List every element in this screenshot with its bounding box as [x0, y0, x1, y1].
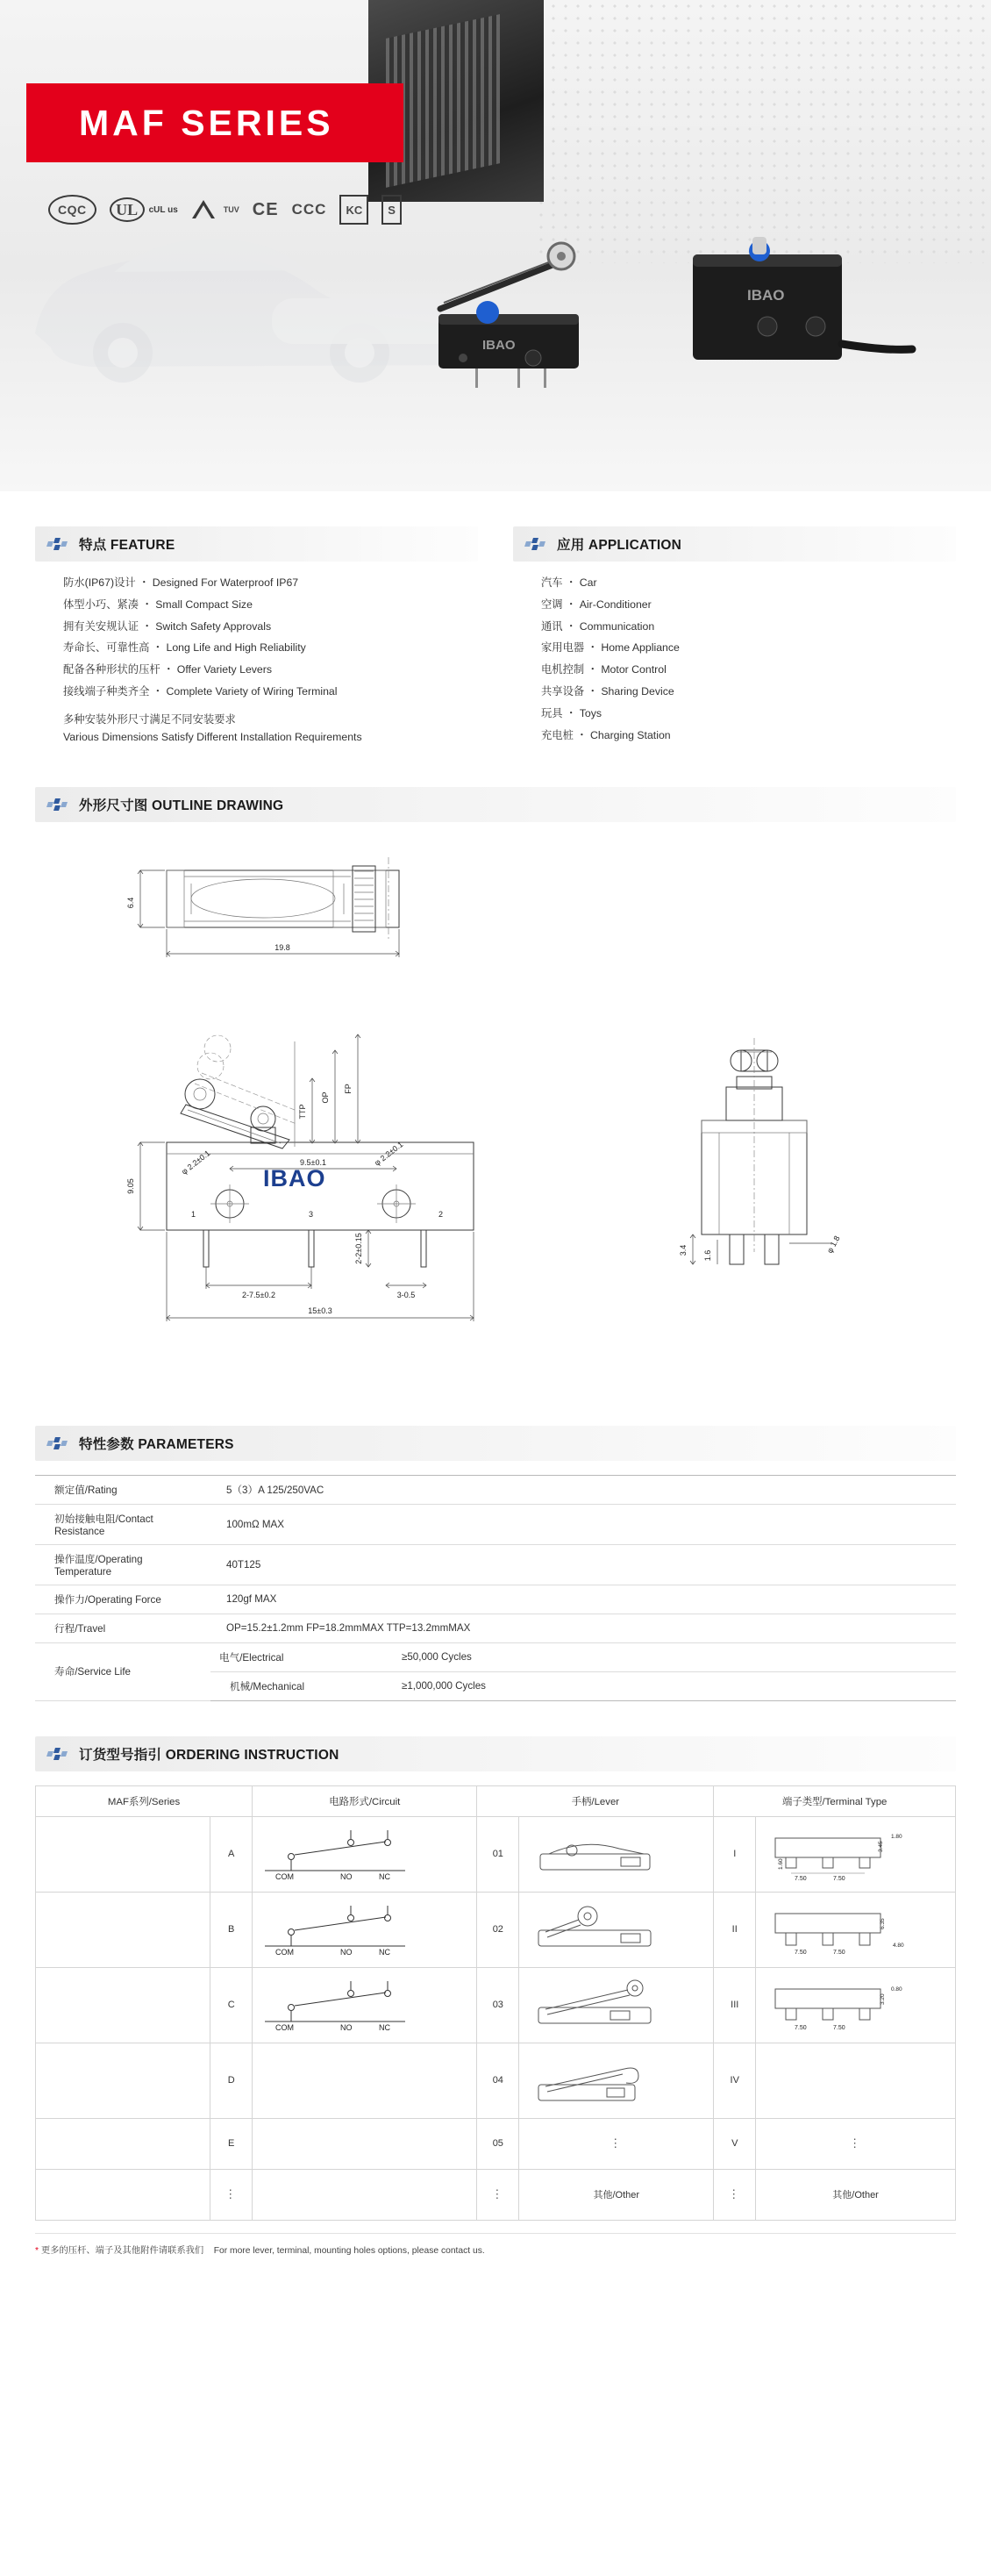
table-row: [35, 1544, 956, 1585]
feature-item: 体型小巧、紧凑 ・ Small Compact Size: [63, 597, 253, 611]
svg-text:NO: NO: [340, 1872, 353, 1882]
ordering-section-header: [35, 1736, 956, 1771]
product-image-plain-switch: [675, 219, 921, 404]
s-cert-icon: S: [381, 195, 402, 225]
feature-item: 配备各种形状的压杆 ・ Offer Variety Levers: [63, 663, 273, 676]
application-item: 玩具 ・ Toys: [541, 706, 602, 719]
svg-text:0.80: 0.80: [891, 1986, 902, 1993]
lever-code: 05: [477, 2118, 519, 2169]
ordering-heading-en: ORDERING INSTRUCTION: [165, 1747, 339, 1763]
ordering-heading-cn: 订货型号指引: [79, 1747, 162, 1763]
feature-item: 寿命长、可靠性高 ・ Long Life and High Reliability: [63, 641, 306, 655]
feature-item: 拥有关安规认证 ・ Switch Safety Approvals: [63, 619, 272, 633]
footnote: [35, 2233, 956, 2256]
svg-text:TTP: TTP: [298, 1104, 307, 1120]
svg-text:2-7.5±0.2: 2-7.5±0.2: [242, 1290, 275, 1299]
svg-text:NC: NC: [379, 2023, 391, 2033]
svg-text:IBAO: IBAO: [482, 338, 516, 353]
service-life-sub: 电气/Electrical: [210, 1642, 386, 1671]
svg-text:9.5±0.1: 9.5±0.1: [300, 1157, 326, 1167]
service-life-label: 寿命/Service Life: [35, 1642, 210, 1700]
lever-code: 03: [477, 1967, 519, 2043]
ordering-table: [35, 1785, 956, 2221]
page-title: MAF SERIES: [79, 102, 334, 143]
svg-text:7.50: 7.50: [833, 1876, 845, 1883]
param-value: 5（3）A 125/250VAC: [210, 1475, 956, 1504]
circuit-code: E: [210, 2118, 253, 2169]
ccc-cert-icon: CCC: [291, 201, 327, 218]
svg-text:6.4: 6.4: [126, 897, 135, 908]
terminal-code: IV: [714, 2043, 756, 2118]
svg-text:1.80: 1.80: [891, 1834, 902, 1841]
svg-text:7.50: 7.50: [795, 1876, 807, 1883]
application-item: 电机控制 ・ Motor Control: [541, 663, 667, 676]
ce-cert-icon: CE: [252, 199, 279, 219]
application-section-header: [513, 526, 956, 562]
svg-text:3.45: 3.45: [878, 1841, 885, 1853]
service-life-sub: 机械/Mechanical: [210, 1671, 386, 1700]
application-heading-cn: 应用: [557, 538, 585, 553]
svg-text:3.4: 3.4: [679, 1244, 688, 1256]
svg-text:NC: NC: [379, 1948, 391, 1957]
kc-cert-icon: KC: [339, 195, 368, 225]
product-image-roller-lever-switch: [421, 211, 614, 404]
svg-text:OP: OP: [321, 1091, 330, 1104]
feature-note-cn: 多种安装外形尺寸满足不同安装要求: [63, 712, 236, 726]
circuit-blank-cell: [253, 2118, 477, 2169]
param-label: 初始接触电阻/Contact Resistance: [35, 1504, 210, 1544]
ordering-table-wrap: [35, 1785, 956, 2221]
param-value: OP=15.2±1.2mm FP=18.2mmMAX TTP=13.2mmMAX: [210, 1614, 956, 1642]
application-item: 通讯 ・ Communication: [541, 619, 655, 633]
terminal-code: V: [714, 2118, 756, 2169]
parameters-heading-cn: 特性参数: [79, 1436, 134, 1452]
parameters-section-header: [35, 1426, 956, 1461]
svg-text:COM: COM: [275, 1872, 295, 1882]
service-life-value: ≥50,000 Cycles: [386, 1642, 956, 1671]
svg-text:1.6: 1.6: [703, 1249, 712, 1261]
footnote-star: *: [35, 2245, 39, 2256]
circuit-diagram-spdt: [253, 1816, 477, 1892]
svg-text:COM: COM: [275, 1948, 295, 1957]
table-row: [35, 1475, 956, 1504]
section-marker-icon: [525, 538, 548, 550]
svg-text:NO: NO: [340, 1948, 353, 1957]
parameters-heading-en: PARAMETERS: [138, 1436, 234, 1452]
parameters-table: [35, 1475, 956, 1701]
param-label: 行程/Travel: [35, 1614, 210, 1642]
tuv-cert-label: TUV: [223, 205, 239, 214]
svg-text:6.35: 6.35: [880, 1918, 887, 1930]
svg-text:FP: FP: [344, 1083, 353, 1094]
tuv-triangle-icon: [191, 200, 216, 219]
feature-section-header: [35, 526, 478, 562]
svg-text:9.05: 9.05: [126, 1177, 135, 1194]
table-row: [35, 1504, 956, 1544]
table-row: [36, 2043, 956, 2118]
circuit-code: C: [210, 1967, 253, 2043]
table-row: [35, 1585, 956, 1614]
application-column: [496, 526, 991, 752]
param-value: 100mΩ MAX: [210, 1504, 956, 1544]
table-row: [35, 1642, 956, 1671]
series-blank-cell: [36, 2169, 210, 2220]
outline-drawing-svg: [0, 831, 991, 1410]
feature-note-en: Various Dimensions Satisfy Different Installation Requirements: [63, 730, 362, 743]
terminal-code: I: [714, 1816, 756, 1892]
terminal-more-indicator: ⋮: [756, 2118, 956, 2169]
circuit-blank-cell: [253, 2043, 477, 2118]
svg-text:IBAO: IBAO: [747, 287, 785, 304]
feature-heading-en: FEATURE: [110, 538, 175, 553]
svg-text:3: 3: [309, 1209, 314, 1219]
feature-heading-cn: 特点: [79, 538, 107, 553]
lever-image-hook: [519, 2043, 714, 2118]
application-heading-en: APPLICATION: [588, 538, 682, 553]
circuit-more-indicator: ⋮: [210, 2169, 253, 2220]
svg-text:NC: NC: [379, 1872, 391, 1882]
terminal-image-type-1: [756, 1816, 956, 1892]
svg-text:NO: NO: [340, 2023, 353, 2033]
svg-text:7.50: 7.50: [833, 2025, 845, 2032]
terminal-image-type-2: [756, 1892, 956, 1967]
column-header-circuit: 电路形式/Circuit: [253, 1785, 477, 1816]
terminal-blank-cell: [756, 2043, 956, 2118]
circuit-code: D: [210, 2043, 253, 2118]
series-blank-cell: [36, 1892, 210, 1967]
svg-text:7.50: 7.50: [795, 1950, 807, 1957]
svg-text:φ 1.8: φ 1.8: [824, 1234, 842, 1255]
svg-text:3.20: 3.20: [880, 1993, 887, 2006]
circuit-blank-cell: [253, 2169, 477, 2220]
circuit-diagram-spdt: [253, 1967, 477, 2043]
lever-other-label: 其他/Other: [519, 2169, 714, 2220]
service-life-value: ≥1,000,000 Cycles: [386, 1671, 956, 1700]
lever-code: 01: [477, 1816, 519, 1892]
table-row: [35, 1614, 956, 1642]
svg-text:15±0.3: 15±0.3: [308, 1306, 332, 1315]
svg-text:4.80: 4.80: [893, 1943, 904, 1950]
lever-image-simple: [519, 1816, 714, 1892]
ul-cert-icon: UL: [110, 197, 145, 222]
circuit-code: B: [210, 1892, 253, 1967]
svg-text:φ 2.2±0.1: φ 2.2±0.1: [373, 1139, 405, 1168]
feature-list: [0, 562, 496, 746]
table-header-row: [36, 1785, 956, 1816]
terminal-other-label: 其他/Other: [756, 2169, 956, 2220]
table-row: [36, 2118, 956, 2169]
param-value: 40T125: [210, 1544, 956, 1585]
svg-text:7.50: 7.50: [795, 2025, 807, 2032]
param-label: 额定值/Rating: [35, 1475, 210, 1504]
table-row: [36, 2169, 956, 2220]
application-item: 家用电器 ・ Home Appliance: [541, 641, 680, 655]
lever-more-indicator: ⋮: [519, 2118, 714, 2169]
lever-more-code: ⋮: [477, 2169, 519, 2220]
column-header-terminal: 端子类型/Terminal Type: [714, 1785, 956, 1816]
feature-item: 接线端子种类齐全 ・ Complete Variety of Wiring Terminal: [63, 685, 338, 698]
column-header-lever: 手柄/Lever: [477, 1785, 714, 1816]
column-header-series: MAF系列/Series: [36, 1785, 253, 1816]
svg-text:1.60: 1.60: [778, 1858, 785, 1871]
svg-text:19.8: 19.8: [274, 942, 290, 952]
feature-item: 防水(IP67)设计 ・ Designed For Waterproof IP67: [63, 576, 299, 589]
application-item: 汽车 ・ Car: [541, 576, 597, 589]
circuit-code: A: [210, 1816, 253, 1892]
terminal-code: III: [714, 1967, 756, 2043]
lever-code: 02: [477, 1892, 519, 1967]
certification-logos: [48, 195, 402, 225]
outline-section-header: [35, 787, 956, 822]
svg-text:2: 2: [438, 1209, 444, 1219]
terminal-code: II: [714, 1892, 756, 1967]
application-item: 共享设备 ・ Sharing Device: [541, 685, 674, 698]
hero-banner: [0, 0, 991, 491]
svg-text:1: 1: [191, 1209, 196, 1219]
section-marker-icon: [47, 538, 70, 550]
parameters-table-wrap: [35, 1475, 956, 1701]
svg-text:3-0.5: 3-0.5: [396, 1290, 416, 1299]
table-row: [36, 1892, 956, 1967]
section-marker-icon: [47, 1437, 70, 1449]
feature-application-section: [0, 526, 991, 752]
table-row: [36, 1816, 956, 1892]
param-value: 120gf MAX: [210, 1585, 956, 1614]
svg-text:COM: COM: [275, 2023, 295, 2033]
svg-text:2-2±0.15: 2-2±0.15: [354, 1232, 363, 1264]
feature-column: [0, 526, 496, 752]
lever-image-long-roller: [519, 1967, 714, 2043]
svg-text:7.50: 7.50: [833, 1950, 845, 1957]
outline-heading-en: OUTLINE DRAWING: [152, 798, 284, 813]
series-blank-cell: [36, 1816, 210, 1892]
outline-drawing: [0, 822, 991, 1410]
lever-code: 04: [477, 2043, 519, 2118]
svg-text:IBAO: IBAO: [263, 1164, 326, 1191]
cqc-cert-icon: CQC: [48, 195, 96, 225]
series-blank-cell: [36, 2118, 210, 2169]
application-list: [496, 562, 991, 744]
section-marker-icon: [47, 798, 70, 811]
table-row: [36, 1967, 956, 2043]
footnote-cn: 更多的压杆、端子及其他附件请联系我们: [40, 2245, 204, 2256]
svg-text:φ 2.2±0.1: φ 2.2±0.1: [180, 1148, 212, 1177]
application-item: 充电桩 ・ Charging Station: [541, 728, 671, 741]
section-marker-icon: [47, 1748, 70, 1760]
param-label: 操作力/Operating Force: [35, 1585, 210, 1614]
series-blank-cell: [36, 1967, 210, 2043]
series-title-band: [26, 83, 403, 162]
cul-us-cert-label: cUL us: [148, 204, 178, 215]
terminal-image-type-3: [756, 1967, 956, 2043]
lever-image-roller: [519, 1892, 714, 1967]
terminal-more-code: ⋮: [714, 2169, 756, 2220]
application-item: 空调 ・ Air-Conditioner: [541, 597, 652, 611]
series-blank-cell: [36, 2043, 210, 2118]
circuit-diagram-spdt: [253, 1892, 477, 1967]
outline-heading-cn: 外形尺寸图: [79, 798, 148, 813]
param-label: 操作温度/Operating Temperature: [35, 1544, 210, 1585]
footnote-en: For more lever, terminal, mounting holes options, please contact us.: [213, 2245, 485, 2256]
